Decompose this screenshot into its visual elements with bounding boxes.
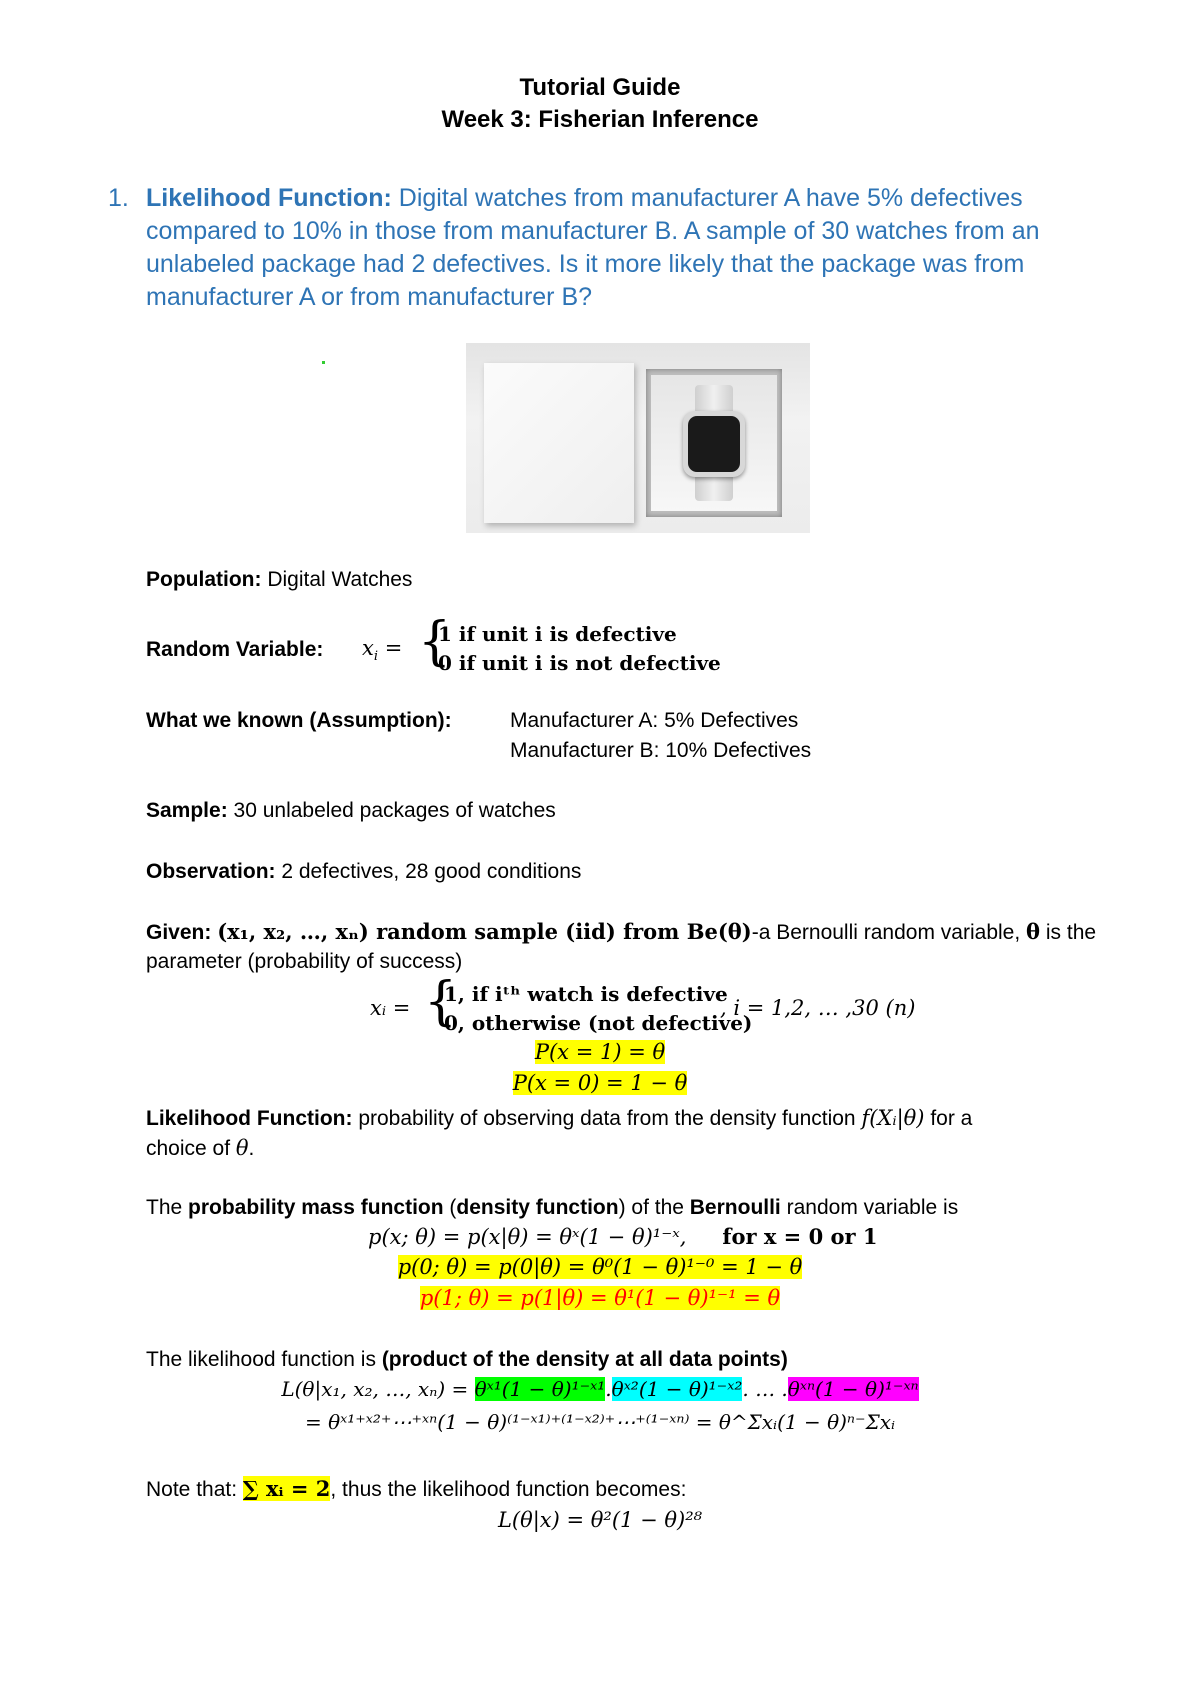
pmf-intro <box>146 1194 958 1222</box>
likelihood-term-2: θˣ²(1 − θ)¹⁻ˣ² <box>611 1377 743 1401</box>
assumption-b: Manufacturer B: 10% Defectives <box>510 739 812 762</box>
likelihood-def-text: probability of observing data from the density function <box>352 1107 862 1130</box>
likelihood-eq-2: = θˣ¹⁺ˣ²⁺⋯⁺ˣⁿ(1 − θ)⁽¹⁻ˣ¹⁾⁺⁽¹⁻ˣ²⁾⁺⋯⁺⁽¹⁻ˣⁿ⁾ = θ^Σxᵢ(1 − θ)ⁿ⁻Σxᵢ <box>304 1410 896 1434</box>
pmf-eq-1 <box>368 1224 878 1249</box>
likelihood-dots: . … . <box>742 1377 788 1401</box>
population-value: Digital Watches <box>261 568 413 591</box>
rv-case-1: 1 if unit i is defective <box>438 622 677 646</box>
random-variable-lhs: $x_i$ = <box>362 636 403 665</box>
given-text-tail: is the <box>1040 921 1097 944</box>
xi-case-2: 0, otherwise (not defective) <box>444 1011 753 1035</box>
final-likelihood: L(θ|x) = θ²(1 − θ)²⁸ <box>497 1508 703 1532</box>
pmf-intro-f: Bernoulli <box>689 1196 781 1219</box>
random-variable-cases <box>438 620 721 678</box>
pmf-intro-d: density function <box>456 1196 619 1219</box>
population-line <box>146 566 412 594</box>
pmf-eq-1-tail: for x = 0 or 1 <box>722 1224 878 1249</box>
note-sum: ∑ xᵢ = 2 <box>242 1476 331 1501</box>
xi-range: , i = 1,2, … ,30 (n) <box>720 996 916 1020</box>
xi-case-1: 1, if iᵗʰ watch is defective <box>444 982 728 1006</box>
pmf-eq-1-text: p(x; θ) = p(x|θ) = θˣ(1 − θ)¹⁻ˣ, <box>368 1225 687 1249</box>
given-theta: θ <box>1026 919 1041 944</box>
observation-label: Observation: <box>146 860 276 883</box>
choice-period: . <box>248 1137 255 1160</box>
random-variable-label <box>146 636 323 664</box>
likelihood-dot: . <box>605 1377 612 1401</box>
brace-icon: { <box>418 612 452 672</box>
question-number: 1. <box>108 184 129 212</box>
pmf-eq-2-text: p(0; θ) = p(0|θ) = θ⁰(1 − θ)¹⁻⁰ = 1 − θ <box>397 1255 803 1279</box>
pmf-eq-3-text: p(1; θ) = p(1|θ) = θ¹(1 − θ)¹⁻¹ = θ <box>419 1286 781 1310</box>
likelihood-term-1: θˣ¹(1 − θ)¹⁻ˣ¹ <box>474 1377 606 1401</box>
xi-lhs: xᵢ = <box>370 996 411 1020</box>
prob-x1-text: P(x = 1) = θ <box>534 1040 666 1064</box>
pmf-intro-a: The <box>146 1196 189 1219</box>
xi-cases <box>444 980 752 1038</box>
population-label: Population: <box>146 568 262 591</box>
doc-title: Tutorial Guide <box>519 74 681 101</box>
choice-text: choice of <box>146 1137 236 1160</box>
watch-face <box>683 411 745 477</box>
stray-mark <box>322 361 325 364</box>
observation-value: 2 defectives, 28 good conditions <box>275 860 582 883</box>
likelihood-def-label: Likelihood Function: <box>146 1107 353 1130</box>
likelihood-term-n: θˣⁿ(1 − θ)¹⁻ˣⁿ <box>787 1377 919 1401</box>
pmf-eq-3 <box>0 1286 1200 1310</box>
given-line <box>146 918 1096 947</box>
prob-x0 <box>0 1071 1200 1095</box>
likelihood-def-line-2 <box>146 1134 254 1163</box>
rv-case-2: 0 if unit i is not defective <box>438 651 721 675</box>
question-text: Digital watches from manufacturer A have 5% defectives compared to 10% in those from manufacturer B. A sample of 30 watches from an unlabeled package had 2 defectives. Is it more likely that the package was from manufacturer A or from manufacturer B? <box>146 184 1040 311</box>
note-line <box>146 1475 686 1504</box>
likelihood-def-line <box>146 1104 972 1133</box>
likelihood-intro-a: The likelihood function is <box>146 1348 382 1371</box>
likelihood-eq-1 <box>0 1377 1200 1401</box>
prob-x1 <box>0 1040 1200 1064</box>
assumption-label: What we known (Assumption): <box>146 709 452 732</box>
pmf-intro-b: probability mass function <box>188 1196 444 1219</box>
given-text: -a Bernoulli random variable, <box>751 921 1027 944</box>
likelihood-eq-1-lhs: L(θ|x₁, x₂, …, xₙ) = <box>281 1377 475 1401</box>
note-a: Note that: <box>146 1478 243 1501</box>
prob-x0-text: P(x = 0) = 1 − θ <box>512 1071 688 1095</box>
sample-label: Sample: <box>146 799 228 822</box>
note-c: , thus the likelihood function becomes: <box>330 1478 687 1501</box>
given-label: Given: <box>146 921 212 944</box>
doc-subtitle: Week 3: Fisherian Inference <box>441 106 759 133</box>
pmf-intro-g: random variable is <box>780 1196 959 1219</box>
observation-line <box>146 858 581 886</box>
pmf-intro-c: ( <box>443 1196 457 1219</box>
choice-theta: θ <box>235 1136 249 1160</box>
given-expression: (x₁, x₂, …, xₙ) random sample (iid) from Be(θ) <box>217 919 752 944</box>
likelihood-def-tail: for a <box>924 1107 973 1130</box>
box-lid <box>484 363 634 523</box>
assumption-a: Manufacturer A: 5% Defectives <box>510 709 799 732</box>
question-label: Likelihood Function: <box>146 184 392 212</box>
likelihood-def-func: f(Xᵢ|θ) <box>861 1106 925 1130</box>
given-line-2: parameter (probability of success) <box>146 950 463 973</box>
likelihood-intro-b: (product of the density at all data points) <box>381 1348 788 1371</box>
assumption-line <box>146 707 452 735</box>
pmf-intro-e: ) of the <box>618 1196 690 1219</box>
question-1 <box>108 182 1136 314</box>
box-tray <box>646 369 782 517</box>
pmf-eq-2 <box>0 1255 1200 1279</box>
brace-icon: { <box>424 972 458 1032</box>
sample-line <box>146 797 556 825</box>
random-variable-label-text: Random Variable: <box>146 638 324 661</box>
likelihood-intro <box>146 1346 788 1374</box>
watch-in-box-image <box>466 343 810 533</box>
sample-value: 30 unlabeled packages of watches <box>227 799 556 822</box>
